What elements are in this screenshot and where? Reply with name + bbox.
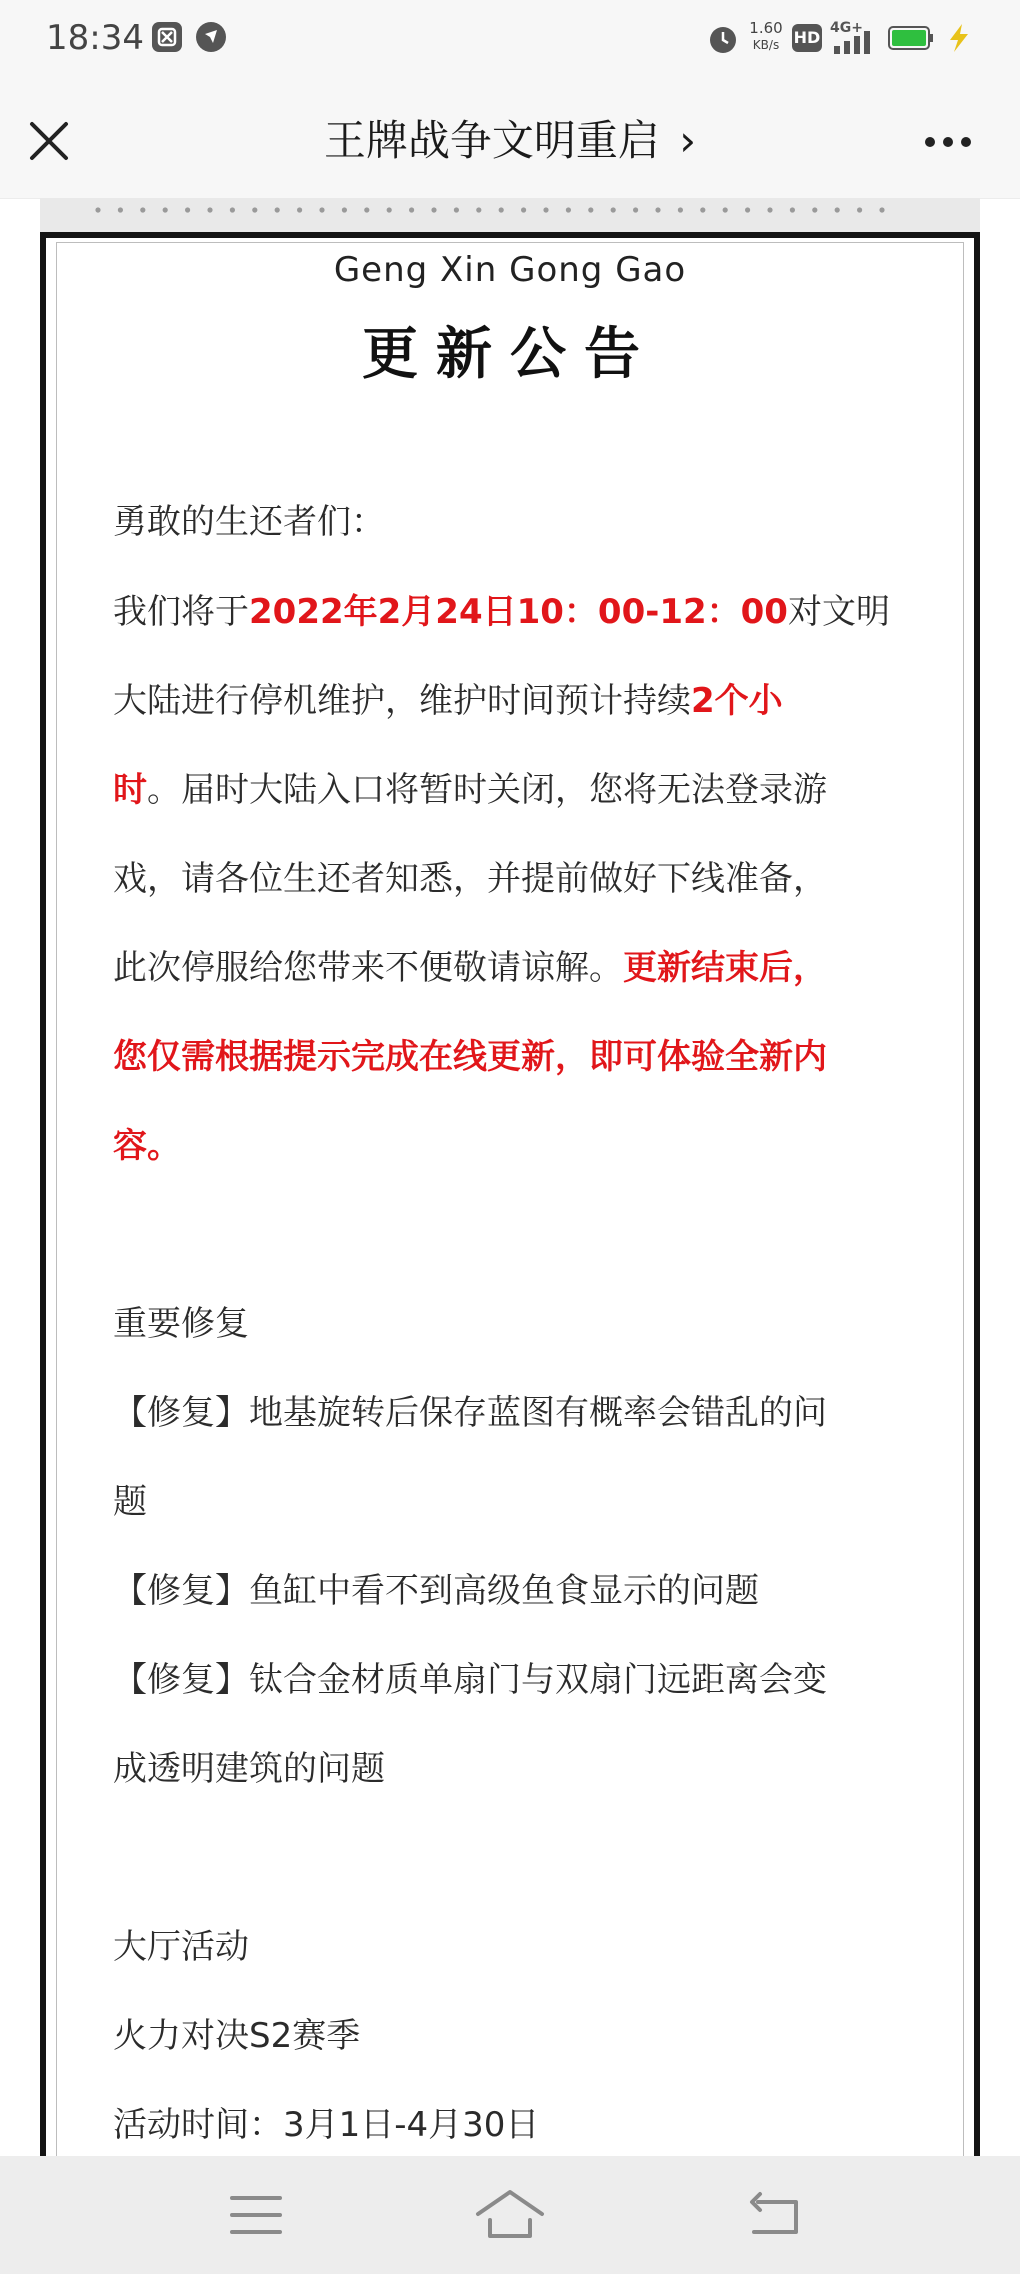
system-nav-bar	[0, 2156, 1020, 2274]
divider-dot	[230, 207, 235, 212]
divider-dot	[364, 207, 369, 212]
divider-dot	[431, 207, 436, 212]
text: 大陆进行停机维护，维护时间预计持续	[113, 681, 691, 721]
fix-item: 【修复】钛合金材质单扇门与双扇门远距离会变	[113, 1660, 827, 1700]
paragraph-line	[113, 940, 827, 989]
divider-dot	[185, 207, 190, 212]
divider-dot	[655, 207, 660, 212]
article-pinyin: Geng Xin Gong Gao	[333, 250, 687, 290]
close-button[interactable]	[24, 116, 74, 166]
menu-icon	[216, 2180, 296, 2250]
update-highlight: 您仅需根据提示完成在线更新，即可体验全新内	[113, 1037, 827, 1077]
section-heading-fixes: 重要修复	[113, 1304, 249, 1344]
divider-dot	[319, 207, 324, 212]
status-bar	[0, 0, 1020, 78]
divider-dot	[812, 207, 817, 212]
divider-dot	[611, 207, 616, 212]
divider-dot	[700, 207, 705, 212]
text: 此次停服给您带来不便敬请谅解。	[113, 948, 623, 988]
divider-dot	[387, 207, 392, 212]
more-options-button[interactable]	[918, 122, 978, 162]
divider-dot	[879, 207, 884, 212]
divider-dot	[499, 207, 504, 212]
divider-dot	[207, 207, 212, 212]
divider-dot	[163, 207, 168, 212]
charging-icon	[944, 22, 972, 54]
divider-dot	[252, 207, 257, 212]
close-icon	[24, 116, 74, 166]
status-time: 18:34	[46, 18, 144, 58]
duration-highlight: 时	[113, 770, 147, 810]
divider-dot	[633, 207, 638, 212]
signal-icon	[830, 20, 884, 58]
battery-icon	[888, 26, 934, 50]
hd-badge: HD	[792, 24, 822, 52]
title-bar	[0, 78, 1020, 199]
lobby-item: 火力对决S2赛季	[113, 2016, 361, 2056]
chevron-right-icon: ›	[679, 116, 697, 165]
home-icon	[470, 2180, 550, 2250]
text: 对文明	[787, 592, 890, 632]
home-button[interactable]	[470, 2180, 550, 2250]
divider-dot	[95, 207, 100, 212]
net-speed	[746, 20, 786, 54]
more-dots-icon	[918, 122, 978, 162]
divider-dot	[566, 207, 571, 212]
divider-dot	[476, 207, 481, 212]
text: 。届时大陆入口将暂时关闭，您将无法登录游	[147, 770, 827, 810]
divider-dot	[745, 207, 750, 212]
network-type: 4G+	[830, 20, 863, 36]
dotted-divider	[90, 202, 890, 222]
page-title[interactable]	[0, 78, 1020, 198]
net-speed-value: 1.60	[749, 19, 783, 37]
divider-dot	[723, 207, 728, 212]
divider-dot	[588, 207, 593, 212]
article-content	[0, 232, 1020, 2156]
alarm-icon	[706, 22, 740, 56]
fix-item: 成透明建筑的问题	[113, 1749, 385, 1789]
divider-dot	[835, 207, 840, 212]
divider-dot	[678, 207, 683, 212]
fix-item: 题	[113, 1482, 147, 1522]
divider-dot	[342, 207, 347, 212]
text: 我们将于	[113, 592, 249, 632]
divider-dot	[790, 207, 795, 212]
divider-dot	[857, 207, 862, 212]
paragraph-line: 戏，请各位生还者知悉，并提前做好下线准备，	[113, 859, 827, 899]
fix-item: 【修复】鱼缸中看不到高级鱼食显示的问题	[113, 1571, 759, 1611]
duration-highlight: 2个小	[691, 681, 783, 721]
update-highlight: 更新结束后，	[623, 948, 827, 988]
section-heading-lobby: 大厅活动	[113, 1927, 249, 1967]
divider-dot	[275, 207, 280, 212]
divider-dot	[454, 207, 459, 212]
maintenance-date: 2022年2月24日10：00-12：00	[249, 592, 788, 632]
menu-button[interactable]	[216, 2180, 296, 2250]
net-speed-unit: KB/s	[752, 38, 780, 52]
paragraph-line	[113, 584, 890, 633]
divider-dot	[140, 207, 145, 212]
paragraph-line	[113, 673, 783, 722]
divider-dot	[118, 207, 123, 212]
divider-dot	[543, 207, 548, 212]
back-icon	[736, 2180, 816, 2250]
lobby-time: 活动时间：3月1日-4月30日	[113, 2105, 540, 2145]
divider-dot	[521, 207, 526, 212]
divider-dot	[409, 207, 414, 212]
greeting: 勇敢的生还者们：	[113, 502, 385, 542]
paragraph-line	[113, 762, 827, 811]
fix-item: 【修复】地基旋转后保存蓝图有概率会错乱的问	[113, 1393, 827, 1433]
divider-dot	[767, 207, 772, 212]
article-title: 更新公告	[362, 322, 658, 387]
notification-app2-icon	[196, 22, 226, 52]
page-title-text: 王牌战争文明重启	[323, 116, 660, 165]
divider-dot	[297, 207, 302, 212]
back-button[interactable]	[736, 2180, 816, 2250]
update-highlight: 容。	[113, 1126, 181, 1166]
notification-app-icon	[152, 22, 182, 52]
